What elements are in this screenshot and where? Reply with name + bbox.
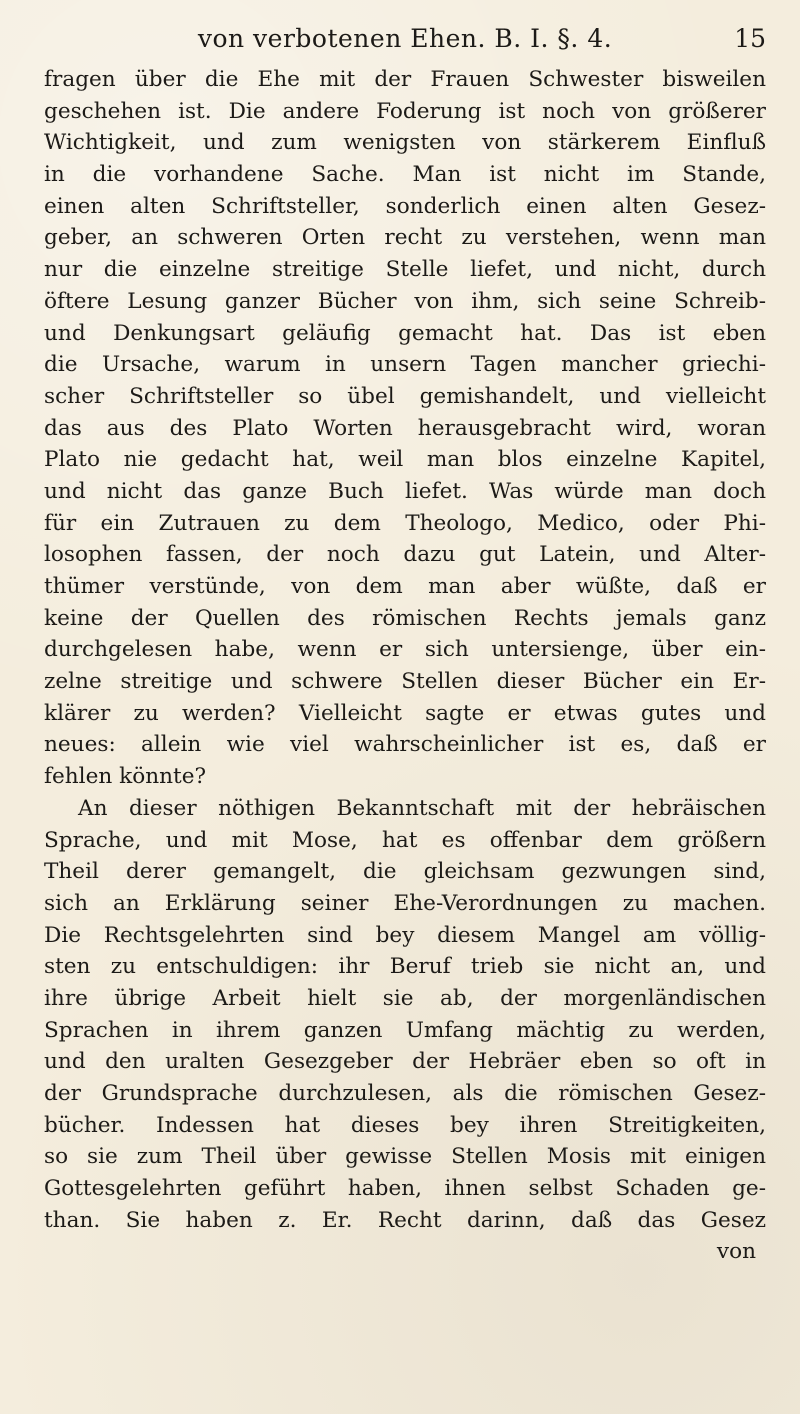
running-head bbox=[44, 14, 766, 64]
text-line: klärer zu werden? Vielleicht sagte er etwas gutes und bbox=[44, 700, 766, 726]
text-line: geschehen ist. Die andere Foderung ist noch von größerer bbox=[44, 98, 766, 124]
text-line: sten zu entschuldigen: ihr Beruf trieb sie nicht an, und bbox=[44, 954, 766, 980]
text-line: einen alten Schriftsteller, sonderlich einen alten Gesez- bbox=[44, 193, 766, 219]
text-line: keine der Quellen des römischen Rechts jemals ganz bbox=[44, 605, 766, 631]
catchword: von bbox=[716, 1239, 756, 1265]
text-line: neues: allein wie viel wahrscheinlicher ist es, daß er bbox=[44, 732, 766, 758]
text-line: Theil derer gemangelt, die gleichsam gezwungen sind, bbox=[44, 859, 766, 885]
text-line: das aus des Plato Worten herausgebracht wird, woran bbox=[44, 415, 766, 441]
text-line: than. Sie haben z. Er. Recht darinn, daß das Gesez bbox=[44, 1207, 766, 1233]
text-line-paragraph-start: An dieser nöthigen Bekanntschaft mit der hebräischen bbox=[78, 795, 766, 821]
text-line: ihre übrige Arbeit hielt sie ab, der morgenländischen bbox=[44, 985, 766, 1011]
text-line-paragraph-end: fehlen könnte? bbox=[44, 764, 207, 790]
text-line: Sprachen in ihrem ganzen Umfang mächtig zu werden, bbox=[44, 1017, 766, 1043]
text-line: sich an Erklärung seiner Ehe-Verordnungen zu machen. bbox=[44, 890, 766, 916]
text-line: durchgelesen habe, wenn er sich untersienge, über ein- bbox=[44, 637, 766, 663]
text-line: scher Schriftsteller so übel gemishandelt, und vielleicht bbox=[44, 383, 766, 409]
body-text bbox=[44, 64, 766, 1236]
running-head-title: von verbotenen Ehen. B. I. §. 4. bbox=[197, 24, 613, 53]
text-line: die Ursache, warum in unsern Tagen mancher griechi- bbox=[44, 352, 766, 378]
text-line: so sie zum Theil über gewisse Stellen Mosis mit einigen bbox=[44, 1144, 766, 1170]
text-line: thümer verstünde, von dem man aber wüßte, daß er bbox=[44, 574, 766, 599]
text-line: zelne streitige und schwere Stellen dieser Bücher ein Er- bbox=[44, 669, 766, 695]
page-number: 15 bbox=[734, 24, 766, 53]
text-line: öftere Lesung ganzer Bücher von ihm, sich seine Schreib- bbox=[44, 288, 766, 314]
text-line: Die Rechtsgelehrten sind bey diesem Mangel am völlig- bbox=[44, 922, 766, 948]
text-line: und nicht das ganze Buch liefet. Was würde man doch bbox=[44, 478, 766, 504]
text-line: in die vorhandene Sache. Man ist nicht im Stande, bbox=[44, 162, 766, 188]
text-line: bücher. Indessen hat dieses bey ihren Streitigkeiten, bbox=[44, 1112, 766, 1138]
text-line: Gottesgelehrten geführt haben, ihnen selbst Schaden ge- bbox=[44, 1176, 766, 1202]
text-line: Plato nie gedacht hat, weil man blos einzelne Kapitel, bbox=[44, 447, 766, 473]
text-line: fragen über die Ehe mit der Frauen Schwester bisweilen bbox=[44, 67, 766, 92]
text-line: geber, an schweren Orten recht zu verstehen, wenn man bbox=[44, 225, 766, 251]
text-line: Wichtigkeit, und zum wenigsten von stärkerem Einfluß bbox=[44, 130, 766, 156]
text-line: nur die einzelne streitige Stelle liefet, und nicht, durch bbox=[44, 257, 766, 283]
text-line: für ein Zutrauen zu dem Theologo, Medico, oder Phi- bbox=[44, 510, 766, 536]
text-line: losophen fassen, der noch dazu gut Latein, und Alter- bbox=[44, 542, 766, 568]
text-line: Sprache, und mit Mose, hat es offenbar dem größern bbox=[44, 827, 766, 853]
text-line: und den uralten Gesezgeber der Hebräer eben so oft in bbox=[44, 1049, 766, 1075]
text-line: und Denkungsart geläufig gemacht hat. Das ist eben bbox=[44, 320, 766, 346]
text-line: der Grundsprache durchzulesen, als die römischen Gesez- bbox=[44, 1081, 766, 1106]
